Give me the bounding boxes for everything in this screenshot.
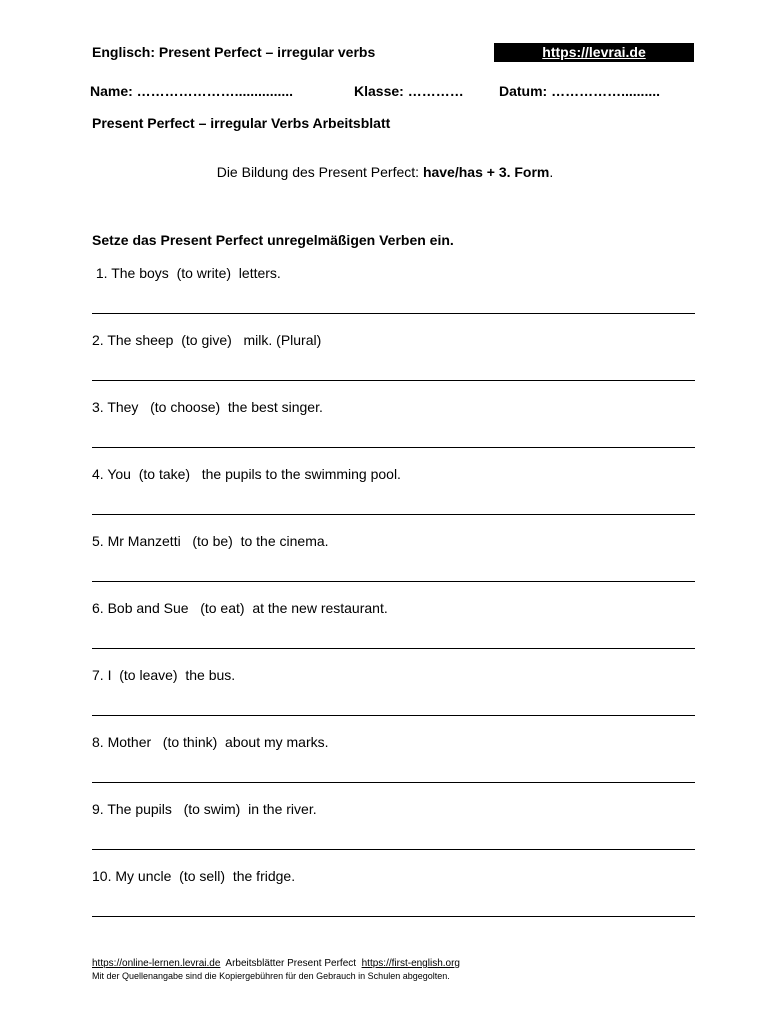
footer-link-first-english[interactable]: https://first-english.org <box>361 958 460 969</box>
website-link[interactable]: https://levrai.de <box>494 43 694 62</box>
answer-line[interactable] <box>92 849 695 850</box>
answer-line[interactable] <box>92 648 695 649</box>
footer-copyright-note: Mit der Quellenangabe sind die Kopiergebühren für den Gebrauch in Schulen abgegolten. <box>92 971 450 981</box>
exercise-item-5 <box>92 533 695 549</box>
exercise-text: 1. The boys (to write) letters. <box>92 265 281 281</box>
footer-caption: Arbeitsblätter Present Perfect <box>220 958 362 969</box>
exercise-text: 8. Mother (to think) about my marks. <box>92 734 329 750</box>
exercise-instruction: Setze das Present Perfect unregelmäßigen Verben ein. <box>92 232 454 248</box>
exercise-text: 9. The pupils (to swim) in the river. <box>92 801 317 817</box>
exercise-item-10 <box>92 868 695 884</box>
exercise-item-8 <box>92 734 695 750</box>
exercise-item-6 <box>92 600 695 616</box>
answer-line[interactable] <box>92 514 695 515</box>
formula-prefix: Die Bildung des Present Perfect: <box>216 164 423 180</box>
page-footer <box>92 958 460 982</box>
answer-line[interactable] <box>92 380 695 381</box>
exercise-text: 2. The sheep (to give) milk. (Plural) <box>92 332 322 348</box>
answer-line[interactable] <box>92 916 695 917</box>
answer-line[interactable] <box>92 715 695 716</box>
answer-line[interactable] <box>92 447 695 448</box>
exercise-text: 4. You (to take) the pupils to the swimming pool. <box>92 466 401 482</box>
exercise-item-1 <box>92 265 695 281</box>
exercise-text: 6. Bob and Sue (to eat) at the new restaurant. <box>92 600 388 616</box>
worksheet-title: Englisch: Present Perfect – irregular verbs <box>92 44 376 60</box>
name-field[interactable]: Name: …………………............... <box>90 83 294 99</box>
exercise-item-7 <box>92 667 695 683</box>
datum-field[interactable]: Datum: …………….......... <box>499 83 661 99</box>
formula-suffix: . <box>549 164 554 180</box>
exercise-text: 3. They (to choose) the best singer. <box>92 399 323 415</box>
formula-line <box>0 164 770 180</box>
formula-rule: have/has + 3. Form <box>422 164 550 180</box>
klasse-field[interactable]: Klasse: ………… <box>354 83 464 99</box>
worksheet-subtitle: Present Perfect – irregular Verbs Arbeitsblatt <box>92 115 391 131</box>
footer-links <box>92 958 460 970</box>
exercise-text: 10. My uncle (to sell) the fridge. <box>92 868 296 884</box>
exercise-item-9 <box>92 801 695 817</box>
footer-link-online-lernen[interactable]: https://online-lernen.levrai.de <box>92 958 221 969</box>
exercise-text: 5. Mr Manzetti (to be) to the cinema. <box>92 533 329 549</box>
exercise-item-4 <box>92 466 695 482</box>
exercise-item-2 <box>92 332 695 348</box>
answer-line[interactable] <box>92 782 695 783</box>
exercise-item-3 <box>92 399 695 415</box>
answer-line[interactable] <box>92 313 695 314</box>
answer-line[interactable] <box>92 581 695 582</box>
exercise-text: 7. I (to leave) the bus. <box>92 667 236 683</box>
